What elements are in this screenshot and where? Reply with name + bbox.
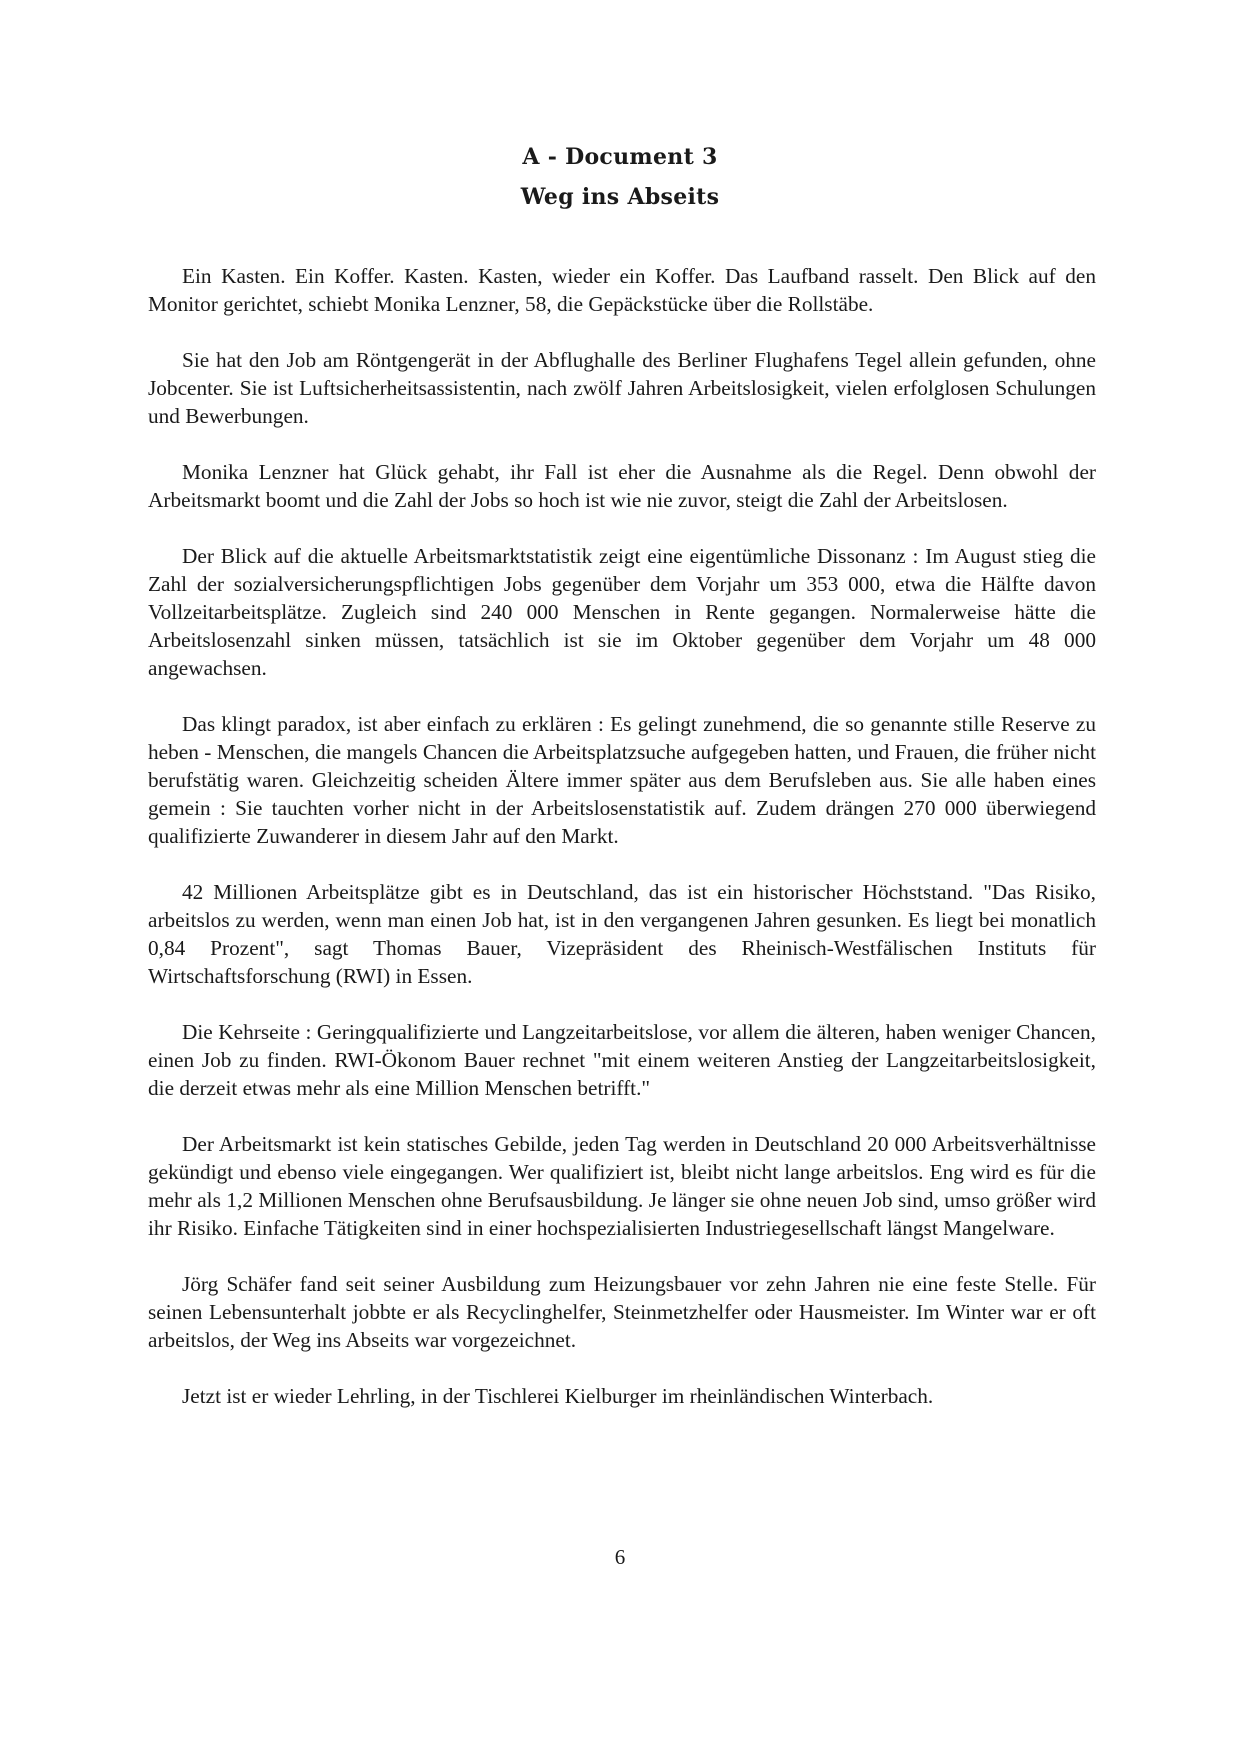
paragraph: Das klingt paradox, ist aber einfach zu erklären : Es gelingt zunehmend, die so genannte stille Reserve zu heben - Menschen, die mangels Chancen die Arbeitsplatzsuche aufgegeben hatten, und Frauen, die früher nicht berufstätig waren. Gleichzeitig scheiden Ältere immer später aus dem Berufsleben aus. Sie alle haben eines gemein : Sie tauchten vorher nicht in der Arbeitslosenstatistik auf. Zudem drängen 270 000 überwiegend qualifizierte Zuwanderer in diesem Jahr auf den Markt. [148, 712, 1096, 848]
paragraph: Die Kehrseite : Geringqualifizierte und Langzeitarbeitslose, vor allem die älteren, haben weniger Chancen, einen Job zu finden. RWI-Ökonom Bauer rechnet "mit einem weiteren Anstieg der Langzeitarbeitslosigkeit, die derzeit etwas mehr als eine Million Menschen betrifft." [148, 1020, 1096, 1100]
paragraph: Jetzt ist er wieder Lehrling, in der Tischlerei Kielburger im rheinländischen Winterbach. [182, 1384, 934, 1408]
paragraph: Jörg Schäfer fand seit seiner Ausbildung zum Heizungsbauer vor zehn Jahren nie eine feste Stelle. Für seinen Lebensunterhalt jobbte er als Recyclinghelfer, Steinmetzhelfer oder Hausmeister. Im Winter war er oft arbeitslos, der Weg ins Abseits war vorgezeichnet. [148, 1272, 1096, 1352]
paragraph: Sie hat den Job am Röntgengerät in der Abflughalle des Berliner Flughafens Tegel allein gefunden, ohne Jobcenter. Sie ist Luftsicherheitsassistentin, nach zwölf Jahren Arbeitslosigkeit, vielen erfolglosen Schulungen und Bewerbungen. [148, 348, 1096, 428]
article-body [148, 262, 1096, 1438]
paragraph: Der Arbeitsmarkt ist kein statisches Gebilde, jeden Tag werden in Deutschland 20 000 Arbeitsverhältnisse gekündigt und ebenso viele eingegangen. Wer qualifiziert ist, bleibt nicht lange arbeitslos. Eng wird es für die mehr als 1,2 Millionen Menschen ohne Berufsausbildung. Je länger sie ohne neuen Job sind, umso größer wird ihr Risiko. Einfache Tätigkeiten sind in einer hochspezialisierten Industriegesellschaft längst Mangelware. [148, 1132, 1096, 1240]
paragraph: Ein Kasten. Ein Koffer. Kasten. Kasten, wieder ein Koffer. Das Laufband rasselt. Den Blick auf den Monitor gerichtet, schiebt Monika Lenzner, 58, die Gepäckstücke über die Rollstäbe. [148, 264, 1096, 316]
page-number: 6 [614, 1545, 626, 1569]
document-subtitle: Weg ins Abseits [520, 184, 720, 210]
paragraph: 42 Millionen Arbeitsplätze gibt es in Deutschland, das ist ein historischer Höchststand. "Das Risiko, arbeitslos zu werden, wenn man einen Job hat, ist in den vergangenen Jahren gesunken. Es liegt bei monatlich 0,84 Prozent", sagt Thomas Bauer, Vizepräsident des Rheinisch-Westfälischen Instituts für Wirtschaftsforschung (RWI) in Essen. [148, 880, 1096, 988]
paragraph: Der Blick auf die aktuelle Arbeitsmarktstatistik zeigt eine eigentümliche Dissonanz : Im August stieg die Zahl der sozialversicherungspflichtigen Jobs gegenüber dem Vorjahr um 353 000, etwa die Hälfte davon Vollzeitarbeitsplätze. Zugleich sind 240 000 Menschen in Rente gegangen. Normalerweise hätte die Arbeitslosenzahl sinken müssen, tatsächlich ist sie im Oktober gegenüber dem Vorjahr um 48 000 angewachsen. [148, 544, 1096, 680]
document-title: A - Document 3 [522, 144, 718, 170]
paragraph: Monika Lenzner hat Glück gehabt, ihr Fall ist eher die Ausnahme als die Regel. Denn obwohl der Arbeitsmarkt boomt und die Zahl der Jobs so hoch ist wie nie zuvor, steigt die Zahl der Arbeitslosen. [148, 460, 1096, 512]
